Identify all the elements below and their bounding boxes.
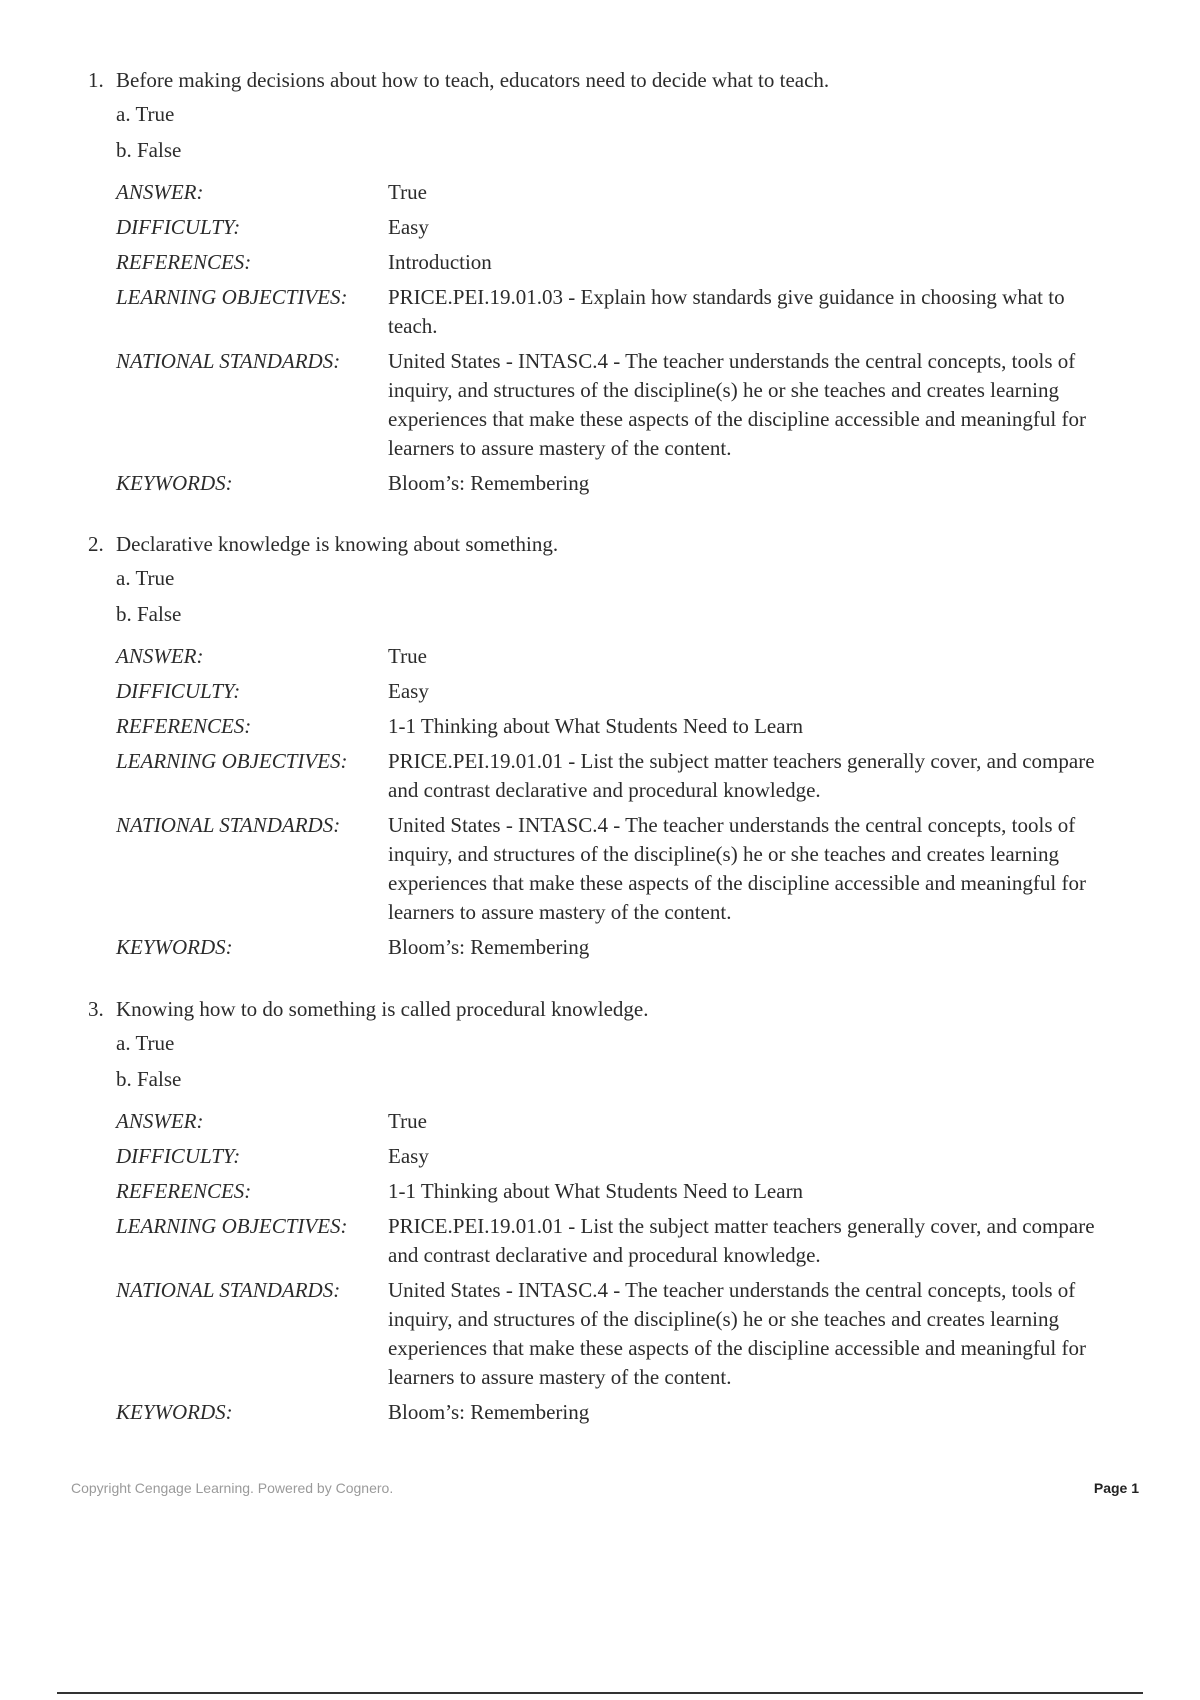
meta-label: ANSWER: [116,180,204,204]
question-number: 3. [88,997,104,1021]
option-a: a. True [116,102,175,126]
copyright-text: Copyright Cengage Learning. Powered by Cognero. [71,1480,394,1496]
meta-label: NATIONAL STANDARDS: [116,813,341,837]
meta-label: REFERENCES: [116,250,252,274]
meta-label: KEYWORDS: [116,471,233,495]
meta-label: ANSWER: [116,644,204,668]
learning-objectives-row [116,1212,1148,1270]
meta-label: NATIONAL STANDARDS: [116,349,341,373]
meta-value: True [388,644,427,668]
answer-row [116,178,1148,207]
answer-options [116,100,1148,164]
national-standards-row [116,811,1148,927]
difficulty-row [116,1142,1148,1171]
meta-value: Bloom’s: Remembering [388,1400,590,1424]
meta-label: LEARNING OBJECTIVES: [116,285,348,309]
meta-value: Introduction [388,250,492,274]
references-row [116,712,1148,741]
meta-value: PRICE.PEI.19.01.01 - List the subject matter teachers generally cover, and compare and contrast declarative and procedural knowledge. [388,749,1095,802]
meta-value: Bloom’s: Remembering [388,935,590,959]
question-1 [88,66,1148,504]
option-a: a. True [116,566,175,590]
meta-label: NATIONAL STANDARDS: [116,1278,341,1302]
question-2 [88,530,1148,968]
question-stem [88,66,1148,94]
references-row [116,248,1148,277]
option-b: b. False [116,1067,182,1091]
national-standards-row [116,347,1148,463]
meta-value: PRICE.PEI.19.01.01 - List the subject matter teachers generally cover, and compare and contrast declarative and procedural knowledge. [388,1214,1095,1267]
meta-value: 1-1 Thinking about What Students Need to Learn [388,1179,804,1203]
question-stem [88,530,1148,558]
meta-label: DIFFICULTY: [116,215,241,239]
meta-label: LEARNING OBJECTIVES: [116,749,348,773]
question-text: Before making decisions about how to teach, educators need to decide what to teach. [116,68,830,92]
question-text: Knowing how to do something is called procedural knowledge. [116,997,649,1021]
keywords-row [116,1398,1148,1427]
keywords-row [116,933,1148,962]
meta-value: United States - INTASC.4 - The teacher understands the central concepts, tools of inquiry, and structures of the discipline(s) he or she teaches and creates learning experiences that make these aspects of the discipline accessible and meaningful for learners to assure mastery of the content. [388,813,1086,924]
meta-value: Easy [388,215,429,239]
meta-value: PRICE.PEI.19.01.03 - Explain how standards give guidance in choosing what to teach. [388,285,1065,338]
answer-row [116,642,1148,671]
question-metadata [116,1107,1148,1427]
page-number: Page 1 [1093,1480,1139,1496]
national-standards-row [116,1276,1148,1392]
meta-value: United States - INTASC.4 - The teacher understands the central concepts, tools of inquiry, and structures of the discipline(s) he or she teaches and creates learning experiences that make these aspects of the discipline accessible and meaningful for learners to assure mastery of the content. [388,1278,1086,1389]
meta-value: 1-1 Thinking about What Students Need to Learn [388,714,804,738]
meta-value: Bloom’s: Remembering [388,471,590,495]
meta-value: True [388,1109,427,1133]
keywords-row [116,469,1148,498]
meta-value: United States - INTASC.4 - The teacher understands the central concepts, tools of inquiry, and structures of the discipline(s) he or she teaches and creates learning experiences that make these aspects of the discipline accessible and meaningful for learners to assure mastery of the content. [388,349,1086,460]
learning-objectives-row [116,747,1148,805]
meta-label: DIFFICULTY: [116,679,241,703]
meta-label: DIFFICULTY: [116,1144,241,1168]
learning-objectives-row [116,283,1148,341]
meta-label: REFERENCES: [116,1179,252,1203]
question-stem [88,995,1148,1023]
meta-label: ANSWER: [116,1109,204,1133]
question-metadata [116,178,1148,498]
meta-value: Easy [388,679,429,703]
option-b: b. False [116,138,182,162]
question-number: 2. [88,532,104,556]
option-b: b. False [116,602,182,626]
bottom-divider [57,1692,1143,1694]
references-row [116,1177,1148,1206]
answer-options [116,1029,1148,1093]
meta-label: LEARNING OBJECTIVES: [116,1214,348,1238]
meta-label: KEYWORDS: [116,1400,233,1424]
page-footer [71,1480,1139,1496]
answer-row [116,1107,1148,1136]
meta-value: True [388,180,427,204]
question-number: 1. [88,68,104,92]
question-metadata [116,642,1148,962]
meta-label: KEYWORDS: [116,935,233,959]
question-3 [88,995,1148,1433]
question-text: Declarative knowledge is knowing about something. [116,532,559,556]
difficulty-row [116,213,1148,242]
difficulty-row [116,677,1148,706]
option-a: a. True [116,1031,175,1055]
meta-label: REFERENCES: [116,714,252,738]
meta-value: Easy [388,1144,429,1168]
answer-options [116,564,1148,628]
